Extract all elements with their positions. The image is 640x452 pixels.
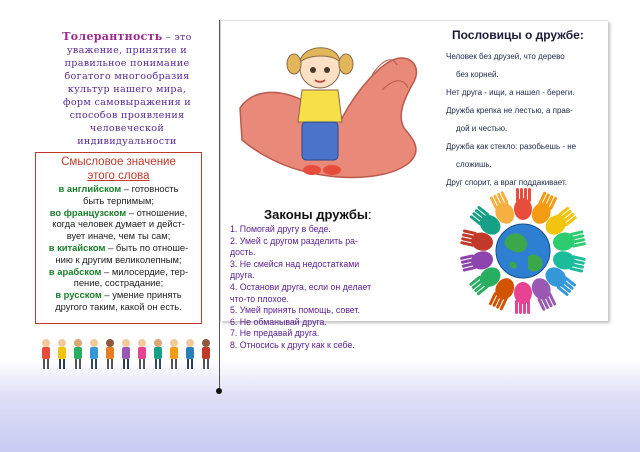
kid-figure xyxy=(90,339,98,369)
fold-divider-dot xyxy=(216,388,222,394)
language-name: во французском xyxy=(49,206,127,218)
language-name: в русском xyxy=(55,289,102,301)
definition-line: уважение, принятие и xyxy=(66,45,188,56)
kid-figure xyxy=(138,339,146,369)
law-line: 1. Помогай другу в беде. xyxy=(230,224,331,234)
language-name: в английском xyxy=(58,183,122,194)
meaning-text: – милосердие, тер- xyxy=(101,265,189,277)
proverb-line: сложишь. xyxy=(456,160,492,169)
meaning-entry xyxy=(39,183,198,195)
kid-figure xyxy=(122,339,130,369)
definition-line: человеческой xyxy=(89,123,165,134)
proverb-line: Дружба крепка не лестью, а прав- xyxy=(446,106,573,115)
language-name: в китайском xyxy=(48,241,106,253)
definition-line: – это xyxy=(162,32,192,43)
kid-figure xyxy=(186,339,194,369)
definition-line: способов проявления xyxy=(69,110,185,121)
globe-icon xyxy=(496,224,550,278)
definition-line: правильное понимание xyxy=(64,58,190,69)
proverb-line: дой и честью. xyxy=(456,124,508,133)
proverb-line: Человек без друзей, что дерево xyxy=(446,52,565,61)
tolerance-term: Толерантность xyxy=(62,30,163,43)
hand-icon xyxy=(514,188,532,220)
laws-title xyxy=(264,207,372,222)
definition-line: культур нашего мира, xyxy=(67,84,187,95)
definition-line: индивидуальности xyxy=(77,136,177,147)
proverbs-section xyxy=(446,28,606,192)
law-line: 8. Относись к другу как к себе. xyxy=(230,339,355,350)
meaning-title-sub: этого слова xyxy=(87,169,150,182)
laws-list xyxy=(230,224,430,352)
definition-line: форм самовыражения и xyxy=(63,97,191,108)
laws-title-text: Законы дружбы xyxy=(264,207,368,222)
meaning-text: – быть по отноше- xyxy=(105,241,189,253)
law-line: 6. Не обманывай друга. xyxy=(230,316,327,327)
meaning-text: когда человек думает и дейст- xyxy=(52,218,185,230)
meaning-text: – готовность xyxy=(121,183,179,194)
hand-child-illustration xyxy=(232,30,432,195)
kid-figure xyxy=(202,339,210,369)
globe-hands-illustration xyxy=(448,176,598,326)
meaning-title: Смысловое значение xyxy=(61,156,176,168)
kid-figure xyxy=(106,339,114,369)
meaning-entry xyxy=(39,266,198,278)
meaning-text: нию к другим великолепным; xyxy=(55,253,182,265)
meaning-text: пение, сострадание; xyxy=(73,277,164,289)
tolerance-definition xyxy=(38,30,216,148)
law-line: что-то плохое. xyxy=(230,293,289,304)
hand-icon xyxy=(514,282,532,314)
fold-divider xyxy=(219,20,220,390)
meaning-text: – умение принять xyxy=(101,289,182,301)
kid-figure xyxy=(58,339,66,369)
law-line: 7. Не предавай друга. xyxy=(230,328,320,339)
law-line: 4. Останови друга, если он делает xyxy=(230,281,372,292)
law-line: 2. Умей с другом разделить ра- xyxy=(230,235,358,246)
proverb-line: Нет друга - ищи, а нашел - береги. xyxy=(446,88,575,97)
meaning-text: быть терпимым; xyxy=(82,194,155,206)
law-line: дость. xyxy=(230,247,256,258)
proverb-line: Дружба как стекло: разобьешь - не xyxy=(446,142,577,151)
proverb-line: Друг спорит, а враг поддакивает. xyxy=(446,178,567,187)
kids-row-illustration xyxy=(38,335,213,375)
meaning-box xyxy=(35,152,202,324)
laws-title-colon: : xyxy=(367,207,372,222)
meaning-entry xyxy=(39,242,198,254)
meaning-text: вует иначе, чем ты сам; xyxy=(66,230,171,242)
meaning-text: другого таким, какой он есть. xyxy=(55,300,182,312)
law-line: 5. Умей принять помощь, совет. xyxy=(230,305,360,316)
law-line: 3. Не смейся над недостатками xyxy=(230,258,360,269)
proverbs-title: Пословицы о дружбе: xyxy=(452,28,584,42)
meaning-entry xyxy=(39,207,198,219)
kid-figure xyxy=(42,339,50,369)
proverb-line: без корней. xyxy=(456,70,499,79)
language-name: в арабском xyxy=(48,265,102,277)
meaning-text: – отношение, xyxy=(126,206,188,218)
kid-figure xyxy=(154,339,162,369)
kid-figure xyxy=(170,339,178,369)
meaning-entry xyxy=(39,289,198,301)
law-line: друга. xyxy=(230,270,255,281)
kid-figure xyxy=(74,339,82,369)
definition-line: богатого многообразия xyxy=(64,71,190,82)
